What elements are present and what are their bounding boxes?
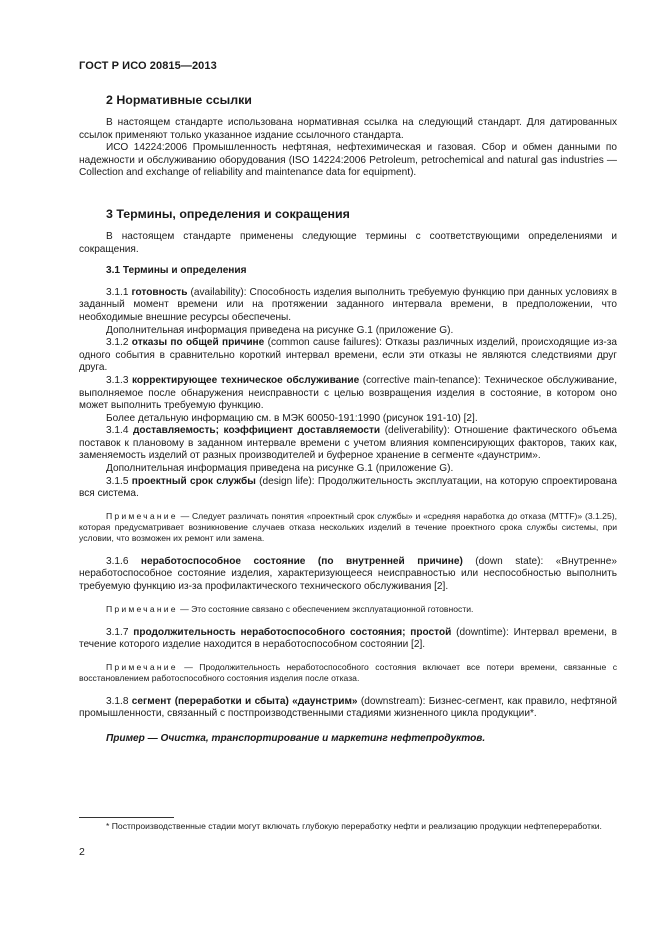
term-3-1-4 — [79, 425, 617, 463]
term-number: 3.1.8 — [106, 695, 132, 707]
term-number: 3.1.4 — [106, 425, 134, 437]
term-3-1-7 — [79, 627, 617, 652]
term-3-1-3 — [79, 375, 617, 413]
section-2-paragraph-2: ИСО 14224:2006 Промышленность нефтяная, нефтехимическая и газовая. Сбор и обмен данными по надежности и обслуживанию оборудования (ISO 14224:2006 Petroleum, petrochemical and natural gas industries — Collection and exchange of reliability and maintenance data for equipment). — [79, 142, 617, 179]
term-3-1-8 — [79, 696, 617, 721]
footnote-rule — [79, 817, 174, 818]
term-definition: (deliverability): Отношение фактического объема поставок к плановому в заданном интервале времени с учетом влияния компенсирующих факторов, таких как, заменяемость изделий от разных производителей и буферное хранение в сегменте «даунстрим». — [79, 425, 617, 462]
term-name: неработоспособное состояние (по внутренней причине) — [140, 555, 463, 567]
example: Пример — Очистка, транспортирование и маркетинг нефтепродуктов. — [106, 733, 486, 744]
page-number: 2 — [79, 846, 85, 858]
term-name: корректирующее техническое обслуживание — [132, 374, 360, 386]
term-3-1-3-additional: Более детальную информацию см. в МЭК 60050-191:1990 (рисунок 191-10) [2]. — [106, 412, 478, 424]
term-definition: (downtime): Интервал времени, в течение которого изделие находится в неработоспособном состоянии [2]. — [79, 626, 617, 651]
term-3-1-1 — [79, 287, 617, 325]
term-definition: (down state): «Внутренне» неработоспособное состояние изделия, характеризующееся неисправностью или неспособностью выполнить требуемую функцию из-за профилактического технического обслуживания [2]. — [79, 555, 617, 593]
term-number: 3.1.1 — [106, 286, 132, 298]
note-label: Примечание — [106, 661, 178, 672]
note-text: — Это состояние связано с обеспечением эксплуатационной готовности. — [177, 603, 474, 614]
term-name: готовность — [131, 286, 188, 298]
note-3 — [79, 662, 617, 684]
subsection-3-1-title: 3.1 Термины и определения — [106, 265, 247, 277]
term-number: 3.1.6 — [106, 555, 141, 567]
term-name: сегмент (переработки и сбыта) «даунстрим» — [131, 695, 358, 707]
term-3-1-2 — [79, 337, 617, 375]
term-definition: (corrective main-tenance): Техническое обслуживание, выполняемое после обнаружения неисправности с целью возвращения изделия в состояние, в котором оно может выполнить требуемую функцию. — [79, 374, 617, 412]
section-3-intro: В настоящем стандарте применены следующие термины с соответствующими определениями и сокращения. — [79, 230, 617, 255]
term-number: 3.1.7 — [106, 626, 134, 638]
term-definition: (common cause failures): Отказы различных изделий, происходящие из-за одного события в сравнительно короткий интервал времени, если эти отказы не являются следствиями друг друга. — [79, 337, 617, 374]
section-2-title: 2 Нормативные ссылки — [106, 93, 252, 107]
term-3-1-4-additional: Дополнительная информация приведена на рисунке G.1 (приложение G). — [106, 463, 454, 475]
note-text: — Продолжительность неработоспособного состояния включает все потери времени, связанные с восстановлением работоспособного состояния изделия после отказа. — [79, 661, 617, 683]
term-number: 3.1.3 — [106, 374, 132, 386]
term-3-1-6 — [79, 556, 617, 594]
section-3-title: 3 Термины, определения и сокращения — [106, 206, 350, 221]
term-3-1-1-additional: Дополнительная информация приведена на рисунке G.1 (приложение G). — [106, 324, 454, 336]
note-1 — [79, 511, 617, 544]
term-number: 3.1.2 — [106, 337, 132, 349]
term-number: 3.1.5 — [106, 475, 132, 487]
term-name: продолжительность неработоспособного состояния; простой — [133, 626, 452, 638]
note-text: — Следует различать понятия «проектный срок службы» и «средняя наработка до отказа (MTTF)» (3.1.25), которая предусматривает возникновение случаев отказа нескольких изделий в течение проектного срока службы системы, при условии, что возможен их ремонт или замена. — [79, 510, 617, 543]
note-label: Примечание — [106, 510, 178, 521]
standard-header: ГОСТ Р ИСО 20815—2013 — [79, 60, 217, 72]
term-name: доставляемость; коэффициент доставляемости — [133, 425, 381, 437]
page-content — [79, 92, 617, 746]
term-name: отказы по общей причине — [131, 337, 265, 349]
term-definition: (design life): Продолжительность эксплуатации, на которую спроектирована вся система. — [79, 475, 617, 500]
section-2-paragraph-1: В настоящем стандарте использована нормативная ссылка на следующий стандарт. Для датированных ссылок применяют только указанное издание ссылочного стандарта. — [79, 117, 617, 141]
footnote: * Постпроизводственные стадии могут включать глубокую переработку нефти и реализацию продукции нефтепереработки. — [106, 821, 602, 831]
term-definition: (availability): Способность изделия выполнить требуемую функцию при данных условиях в заданный момент времени или на протяжении заданного интервала времени, в предположении, что необходимые внешние ресурсы обеспечены. — [79, 286, 617, 323]
note-label: Примечание — [106, 603, 178, 614]
term-definition: (downstream): Бизнес-сегмент, как правило, нефтяной промышленности, связанный с постпроизводственными стадиями жизненного цикла продукции*. — [79, 695, 617, 720]
note-2 — [79, 604, 617, 615]
term-name: проектный срок службы — [131, 475, 256, 487]
term-3-1-5 — [79, 476, 617, 501]
